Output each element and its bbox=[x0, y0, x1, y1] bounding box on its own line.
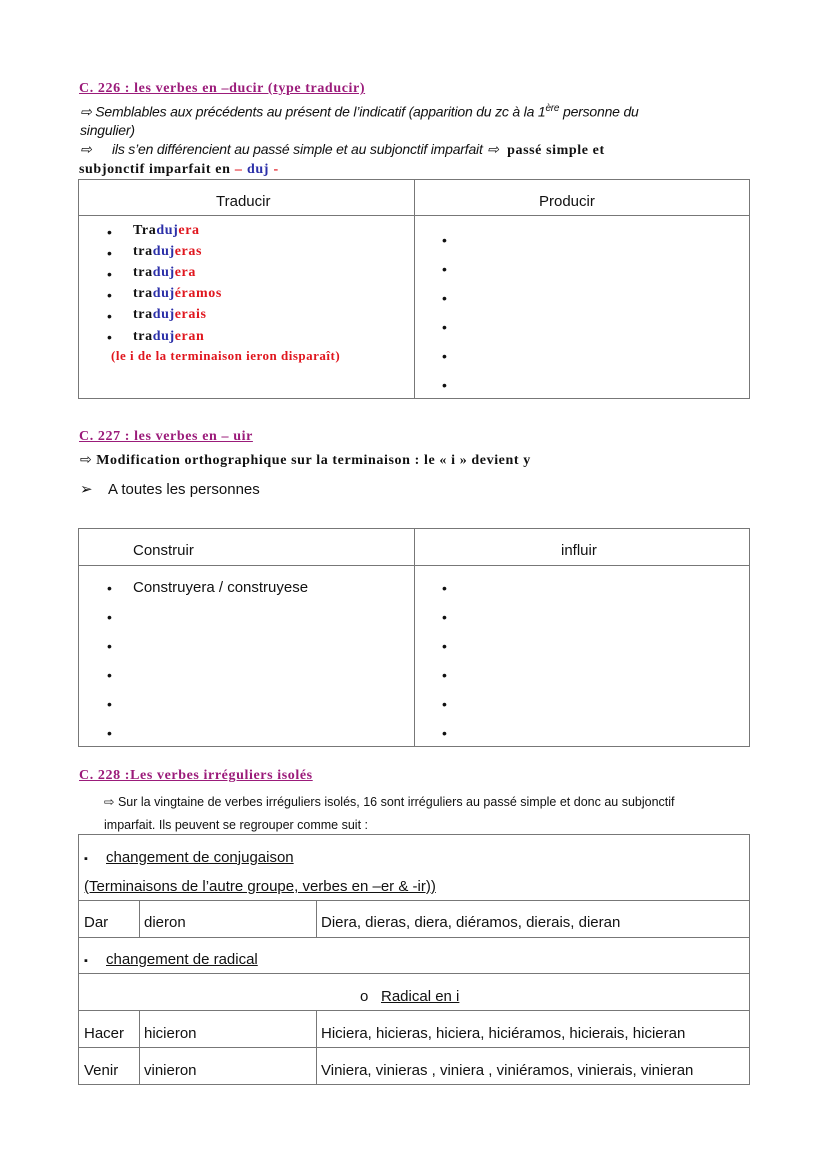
bullet-icon: • bbox=[107, 224, 112, 240]
section-title-227: C. 227 : les verbes en – uir bbox=[79, 429, 253, 444]
bullet-icon: • bbox=[107, 725, 112, 741]
bullet-icon: • bbox=[442, 609, 447, 625]
group-2-label: changement de radical bbox=[106, 951, 258, 968]
c226-line-2: singulier) bbox=[80, 122, 135, 138]
hacer-subjunctive: Hiciera, hicieras, hiciera, hiciéramos, hicierais, hicieran bbox=[321, 1025, 686, 1042]
group-2-heading bbox=[84, 951, 258, 968]
bullet-icon: • bbox=[442, 580, 447, 596]
bullet-icon: • bbox=[442, 290, 447, 306]
circle-bullet-icon: o bbox=[360, 988, 369, 1005]
c227-line-1-bold: Modification orthographique sur la terminaison : le « i » devient y bbox=[96, 453, 531, 468]
bullet-icon: • bbox=[107, 696, 112, 712]
bullet-icon: • bbox=[107, 667, 112, 683]
verb-form-3: tradujera bbox=[133, 265, 196, 280]
bullet-icon: • bbox=[107, 609, 112, 625]
hacer-infinitive: Hacer bbox=[84, 1025, 125, 1042]
hacer-preterite: hicieron bbox=[144, 1025, 197, 1042]
c227-line-1 bbox=[80, 451, 531, 469]
column-header-traducir: Traducir bbox=[216, 193, 271, 210]
verb-form-1: Tradujera bbox=[133, 223, 200, 238]
radical-heading bbox=[360, 988, 459, 1005]
bullet-icon: • bbox=[442, 319, 447, 335]
c226-line-1-sup: ère bbox=[545, 103, 560, 114]
bullet-icon: • bbox=[107, 580, 112, 596]
square-bullet-icon: ▪ bbox=[84, 853, 88, 865]
bullet-icon: • bbox=[107, 287, 112, 303]
bullet-icon: • bbox=[107, 308, 112, 324]
bullet-icon: • bbox=[442, 348, 447, 364]
bullet-icon: • bbox=[442, 377, 447, 393]
verb-form-4: tradujéramos bbox=[133, 286, 222, 301]
bullet-icon: • bbox=[107, 245, 112, 261]
c226-line-3-bold: passé simple et bbox=[507, 143, 605, 158]
c226-line-3-text: ils s’en différencient au passé simple et au subjonctif imparfait bbox=[112, 141, 483, 157]
bullet-icon: • bbox=[442, 725, 447, 741]
bullet-icon: • bbox=[442, 638, 447, 654]
construir-form: Construyera / construyese bbox=[133, 579, 309, 596]
bullet-icon: • bbox=[107, 329, 112, 345]
arrow-icon: ⇨ bbox=[80, 141, 92, 157]
c226-line-3 bbox=[80, 141, 605, 159]
c228-intro-line-2: imparfait. Ils peuvent se regrouper comme suit : bbox=[104, 818, 369, 832]
venir-subjunctive: Viniera, vinieras , viniera , viniéramos, vinierais, vinieran bbox=[321, 1062, 694, 1079]
bullet-icon: • bbox=[442, 696, 447, 712]
bullet-icon: • bbox=[107, 266, 112, 282]
c226-line-1 bbox=[80, 103, 639, 121]
arrow-icon: ⇨ bbox=[80, 103, 92, 120]
bullet-icon: • bbox=[442, 232, 447, 248]
c226-line-4 bbox=[79, 160, 279, 178]
group-1-heading bbox=[84, 849, 294, 866]
c226-line-4-dash: – bbox=[234, 162, 243, 177]
column-header-influir: influir bbox=[561, 542, 597, 559]
verb-note: (le i de la terminaison ieron disparaît) bbox=[111, 348, 341, 363]
section-title-226: C. 226 : les verbes en –ducir (type traducir) bbox=[79, 81, 366, 96]
group-1-note: (Terminaisons de l’autre groupe, verbes en –er & -ir)) bbox=[84, 878, 436, 895]
verb-form-2: tradujeras bbox=[133, 244, 203, 259]
bullet-icon: • bbox=[107, 638, 112, 654]
venir-preterite: vinieron bbox=[144, 1062, 197, 1079]
c226-line-4-bold: subjonctif imparfait en bbox=[79, 162, 231, 177]
column-header-construir: Construir bbox=[133, 542, 194, 559]
dar-infinitive: Dar bbox=[84, 914, 109, 931]
verb-form-6: tradujeran bbox=[133, 329, 205, 344]
bullet-icon: • bbox=[442, 667, 447, 683]
arrow-icon: ⇨ bbox=[104, 795, 115, 809]
c226-line-1-text: Semblables aux précédents au présent de l’indicatif (apparition du zc à la 1 bbox=[95, 103, 546, 120]
arrow-icon: ⇨ bbox=[487, 141, 499, 157]
dar-subjunctive: Diera, dieras, diera, diéramos, dierais, dieran bbox=[321, 914, 621, 931]
arrowhead-icon: ➢ bbox=[80, 481, 93, 498]
c226-line-4-end: - bbox=[273, 162, 279, 177]
arrow-icon: ⇨ bbox=[80, 451, 92, 467]
verb-form-5: tradujerais bbox=[133, 307, 207, 322]
section-title-228: C. 228 :Les verbes irréguliers isolés bbox=[79, 768, 313, 783]
group-1-label: changement de conjugaison bbox=[106, 849, 294, 866]
c227-line-2-text: A toutes les personnes bbox=[108, 481, 260, 498]
square-bullet-icon: ▪ bbox=[84, 955, 88, 967]
c228-intro-line-1 bbox=[104, 794, 675, 809]
c226-line-1-end: personne du bbox=[559, 103, 639, 120]
radical-label: Radical en i bbox=[381, 988, 460, 1005]
bullet-icon: • bbox=[442, 261, 447, 277]
c226-line-4-blue: duj bbox=[246, 162, 270, 177]
c227-line-2 bbox=[80, 480, 260, 498]
dar-preterite: dieron bbox=[144, 914, 186, 931]
c228-intro-text-1: Sur la vingtaine de verbes irréguliers isolés, 16 sont irréguliers au passé simple et donc au subjonctif bbox=[117, 795, 675, 809]
column-header-producir: Producir bbox=[539, 193, 595, 210]
venir-infinitive: Venir bbox=[84, 1062, 119, 1079]
